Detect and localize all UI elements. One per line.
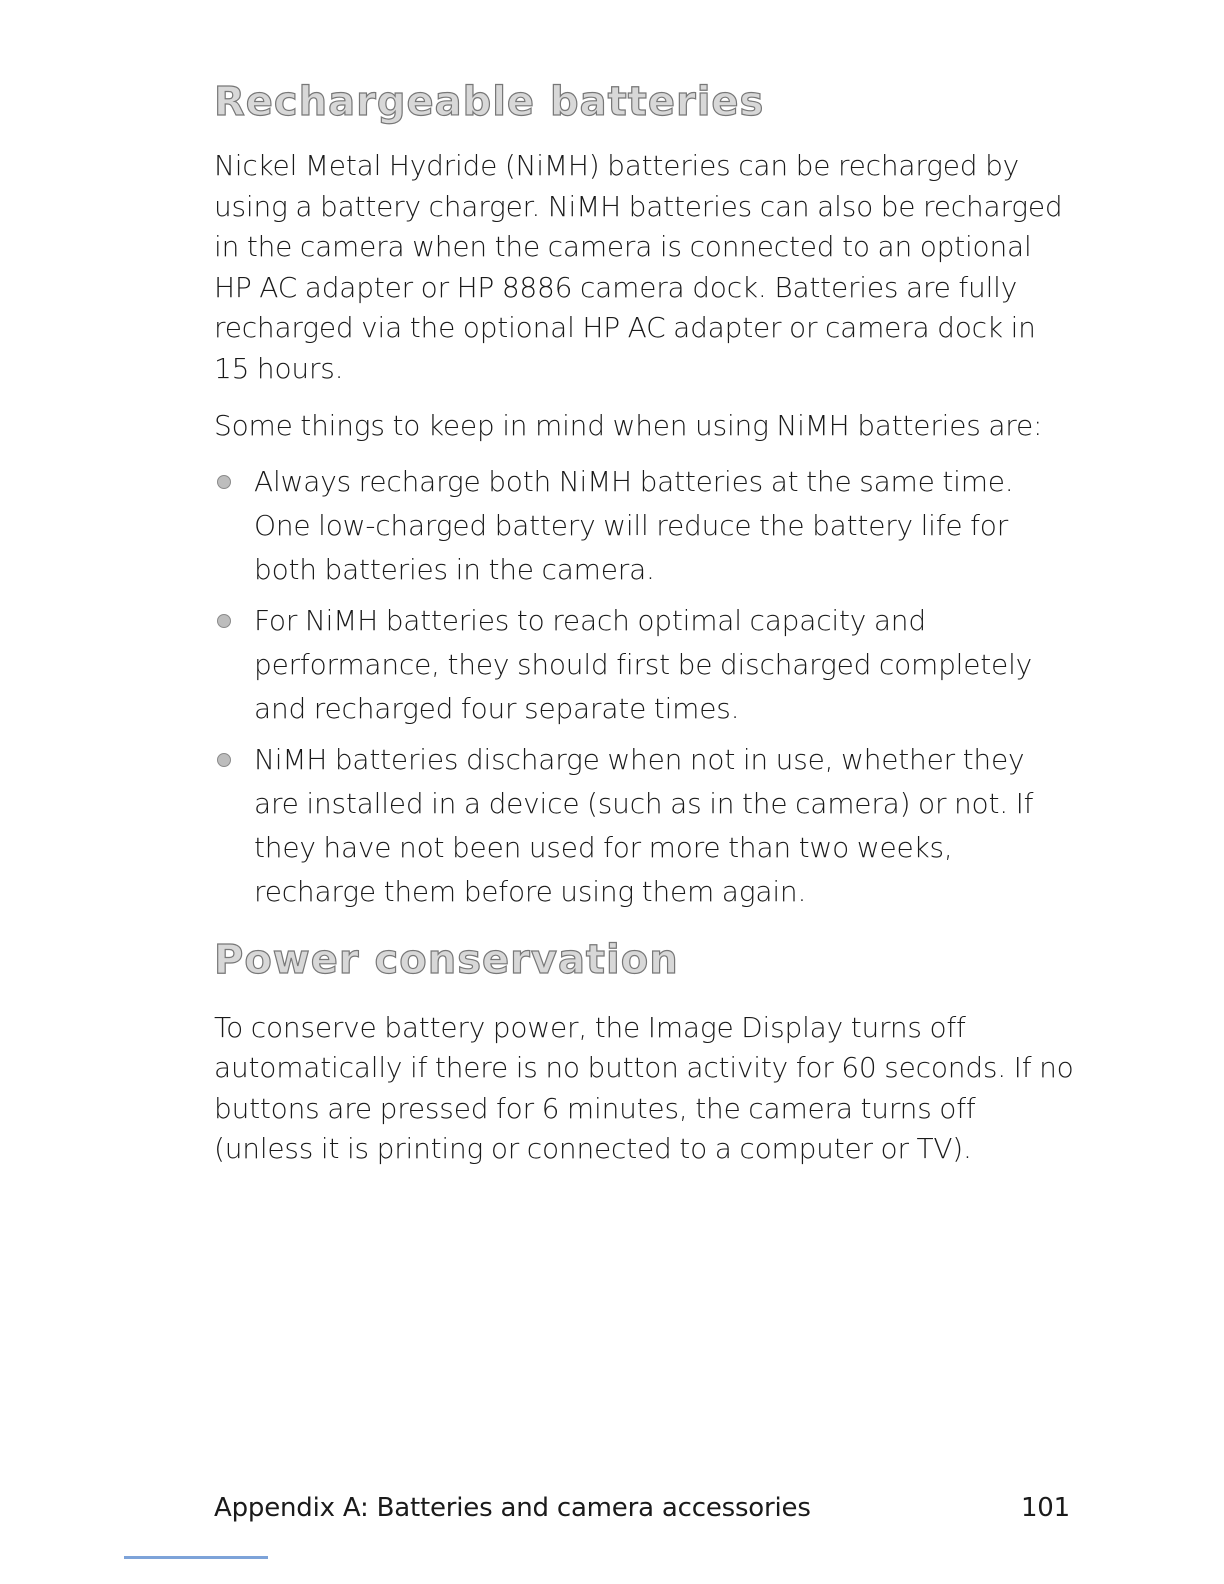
scan-edge-line bbox=[124, 1556, 268, 1559]
bullet-dot-icon bbox=[217, 475, 231, 489]
list-item bbox=[214, 599, 1074, 731]
footer-chapter-title: Appendix A: Batteries and camera accessories bbox=[214, 1493, 811, 1523]
bullet-dot-icon bbox=[217, 614, 231, 628]
list-item-text: NiMH batteries discharge when not in use, whether they are installed in a device (such as in the camera) or not. If they have not been used for more than two weeks, recharge them before using them again. bbox=[254, 742, 1034, 908]
bullet-dot-icon bbox=[217, 753, 231, 767]
page-content bbox=[214, 70, 1074, 1170]
heading-rechargeable-batteries: Rechargeable batteries bbox=[214, 79, 765, 125]
list-item-text: Always recharge both NiMH batteries at the same time. One low-charged battery will reduce the battery life for both batteries in the camera. bbox=[254, 464, 1014, 586]
footer-page-number: 101 bbox=[1020, 1493, 1070, 1523]
bullet-list-nimh-tips bbox=[214, 460, 1074, 914]
paragraph-nimh-recharging: Nickel Metal Hydride (NiMH) batteries can be recharged by using a battery charger. NiMH batteries can also be recharged in the camera when the camera is connected to an optional HP AC adapter or HP 8886 camera dock. Batteries are fully recharged via the optional HP AC adapter or camera dock in 15 hours. bbox=[214, 149, 1063, 385]
list-item-text: For NiMH batteries to reach optimal capacity and performance, they should first be discharged completely and recharged four separate times. bbox=[254, 603, 1033, 725]
list-item bbox=[214, 738, 1074, 914]
paragraph-power-conservation: To conserve battery power, the Image Display turns off automatically if there is no button activity for 60 seconds. If no buttons are pressed for 6 minutes, the camera turns off (unless it is printing or connected to a computer or TV). bbox=[214, 1010, 1074, 1165]
page-footer bbox=[214, 1490, 1070, 1526]
heading-power-conservation: Power conservation bbox=[214, 936, 679, 983]
list-item bbox=[214, 460, 1074, 592]
paragraph-nimh-intro: Some things to keep in mind when using NiMH batteries are: bbox=[214, 409, 1043, 442]
